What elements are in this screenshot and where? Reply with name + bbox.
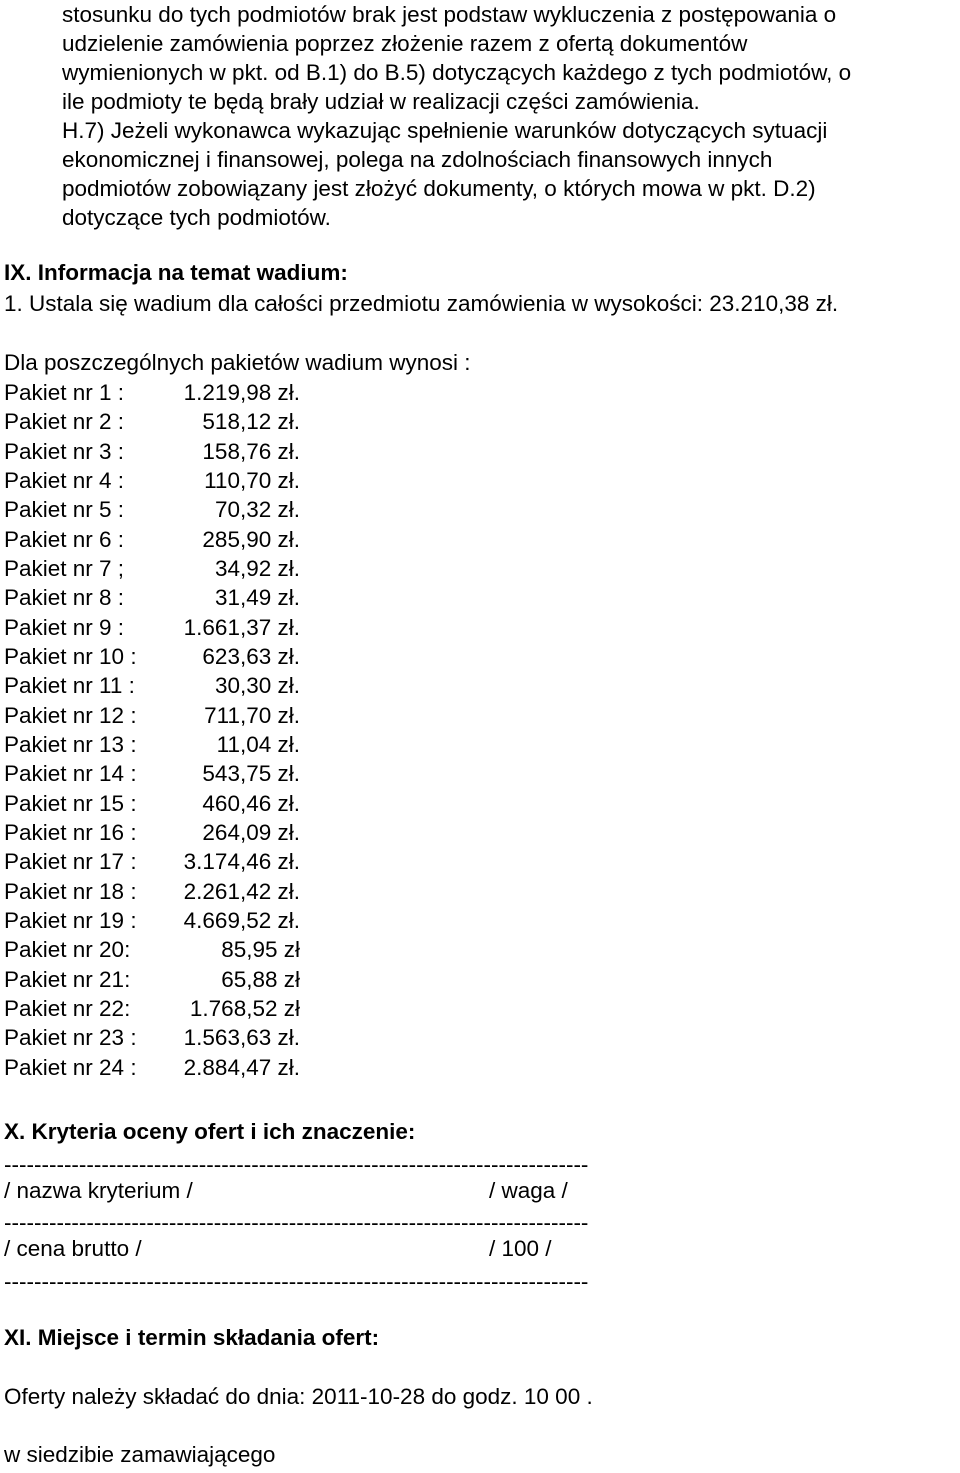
package-amount: 70,32 zł. [214,497,300,522]
total-wadium-line: 1. Ustala się wadium dla całości przedmiotu zamówienia w wysokości: 23.210,38 zł. [4,291,839,316]
package-amount: 623,63 zł. [202,644,300,669]
package-label: Pakiet nr 9 : [4,615,125,640]
packages-intro: Dla poszczególnych pakietów wadium wynosi : [4,350,471,375]
intro-line: H.7) Jeżeli wykonawca wykazując spełnienie warunków dotyczących sytuacji [62,118,828,143]
criteria-name-cell: / cena brutto / [4,1236,142,1261]
package-label: Pakiet nr 8 : [4,585,125,610]
intro-line: podmiotów zobowiązany jest złożyć dokumenty, o których mowa w pkt. D.2) [62,176,816,201]
package-amount: 11,04 zł. [216,732,300,757]
package-label: Pakiet nr 11 : [4,673,135,698]
package-amount: 110,70 zł. [204,468,300,493]
package-amount: 3.174,46 zł. [183,849,300,874]
package-amount: 1.563,63 zł. [183,1025,300,1050]
criteria-name-header: / nazwa kryterium / [4,1178,193,1203]
package-amount: 518,12 zł. [202,409,300,434]
package-label: Pakiet nr 6 : [4,527,125,552]
package-amount: 264,09 zł. [202,820,300,845]
package-label: Pakiet nr 10 : [4,644,137,669]
package-label: Pakiet nr 14 : [4,761,137,786]
intro-line: ekonomicznej i finansowej, polega na zdolnościach finansowych innych [62,147,773,172]
section-9-heading: IX. Informacja na temat wadium: [4,260,348,285]
package-label: Pakiet nr 20: [4,937,131,962]
package-label: Pakiet nr 5 : [4,497,125,522]
package-label: Pakiet nr 18 : [4,879,137,904]
package-amount: 1.219,98 zł. [183,380,300,405]
section-11-heading: XI. Miejsce i termin składania ofert: [4,1325,380,1350]
package-amount: 65,88 zł [221,967,300,992]
package-label: Pakiet nr 3 : [4,439,125,464]
package-amount: 285,90 zł. [202,527,300,552]
package-amount: 1.661,37 zł. [183,615,300,640]
package-amount: 85,95 zł [221,937,300,962]
package-label: Pakiet nr 4 : [4,468,125,493]
package-amount: 1.768,52 zł [189,996,300,1021]
package-amount: 4.669,52 zł. [183,908,300,933]
package-label: Pakiet nr 1 : [4,380,125,405]
package-label: Pakiet nr 2 : [4,409,125,434]
criteria-weight-header: / waga / [489,1178,568,1203]
section-10-heading: X. Kryteria oceny ofert i ich znaczenie: [4,1119,416,1144]
package-label: Pakiet nr 23 : [4,1025,137,1050]
package-label: Pakiet nr 24 : [4,1055,137,1080]
package-amount: 31,49 zł. [214,585,300,610]
intro-line: udzielenie zamówienia poprzez złożenie razem z ofertą dokumentów [62,31,748,56]
package-amount: 2.884,47 zł. [183,1055,300,1080]
package-label: Pakiet nr 15 : [4,791,137,816]
criteria-weight-cell: / 100 / [489,1236,552,1261]
table-separator: ------------------------------------------------------------------------------ [4,1152,589,1177]
package-label: Pakiet nr 7 ; [4,556,125,581]
package-amount: 30,30 zł. [214,673,300,698]
package-label: Pakiet nr 19 : [4,908,137,933]
package-label: Pakiet nr 17 : [4,849,137,874]
package-amount: 460,46 zł. [202,791,300,816]
package-label: Pakiet nr 12 : [4,703,137,728]
package-amount: 34,92 zł. [214,556,300,581]
package-label: Pakiet nr 21: [4,967,131,992]
package-label: Pakiet nr 16 : [4,820,137,845]
package-amount: 2.261,42 zł. [183,879,300,904]
intro-line: wymienionych w pkt. od B.1) do B.5) dotyczących każdego z tych podmiotów, o [62,60,852,85]
intro-line: stosunku do tych podmiotów brak jest podstaw wykluczenia z postępowania o [62,2,837,27]
intro-line: ile podmioty te będą brały udział w realizacji części zamówienia. [62,89,700,114]
deadline-line: Oferty należy składać do dnia: 2011-10-28 do godz. 10 00 . [4,1384,593,1409]
intro-line: dotyczące tych podmiotów. [62,205,331,230]
package-amount: 711,70 zł. [204,703,300,728]
table-separator: ------------------------------------------------------------------------------ [4,1210,589,1235]
package-amount: 158,76 zł. [202,439,300,464]
location-line: w siedzibie zamawiającego [4,1442,276,1467]
package-label: Pakiet nr 13 : [4,732,137,757]
table-separator: ------------------------------------------------------------------------------ [4,1269,589,1294]
package-amount: 543,75 zł. [202,761,300,786]
package-label: Pakiet nr 22: [4,996,131,1021]
